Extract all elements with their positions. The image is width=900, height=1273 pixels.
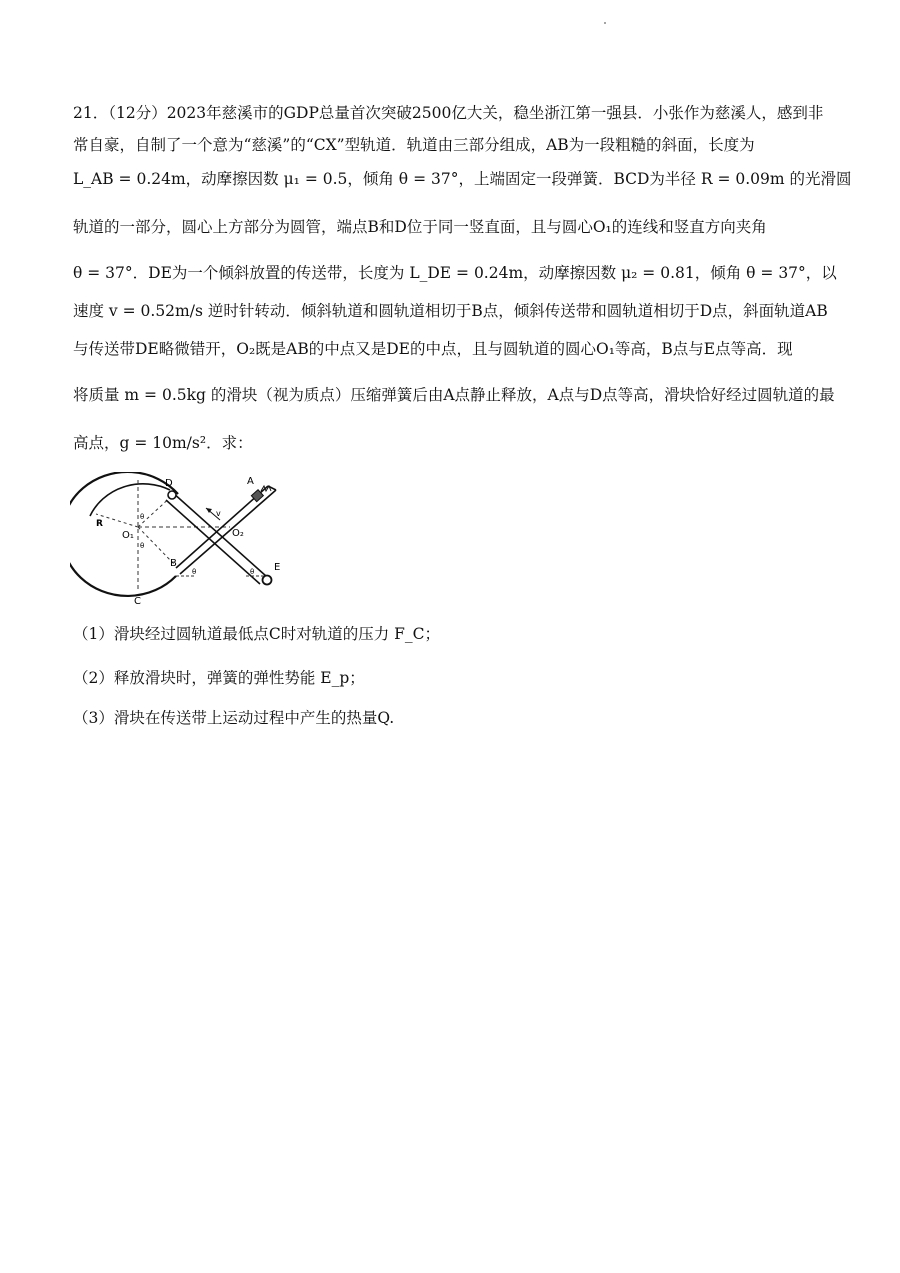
track-diagram [70, 472, 300, 608]
question-line-1: 21．（12分）2023年慈溪市的GDP总量首次突破2500亿大关，稳坐浙江第一强县．小张作为慈溪人，感到非 [73, 104, 824, 122]
question-line-2: 常自豪，自制了一个意为“慈溪”的“CX”型轨道．轨道由三部分组成，AB为一段粗糙的斜面，长度为 [73, 136, 755, 154]
inner-tube-arc [90, 484, 170, 516]
part-2: （2）释放滑块时，弹簧的弹性势能 E_p； [73, 669, 365, 687]
label-b: B [170, 558, 177, 569]
belt-lower-edge [166, 500, 260, 584]
incline-upper-edge [180, 490, 276, 574]
label-theta-e: θ [250, 568, 255, 576]
label-a: A [247, 476, 254, 487]
question-line-5: θ = 37°．DE为一个倾斜放置的传送带，长度为 L_DE = 0.24m，动摩擦因数 μ₂ = 0.81，倾角 θ = 37°，以 [73, 264, 837, 282]
page-dot [604, 22, 606, 24]
label-d: D [165, 478, 173, 489]
label-v: v [216, 509, 221, 518]
question-line-8: 将质量 m = 0.5kg 的滑块（视为质点）压缩弹簧后由A点静止释放，A点与D点等高，滑块恰好经过圆轨道的最 [73, 386, 835, 404]
label-o1: O₁ [122, 530, 134, 541]
belt-roller-e [263, 576, 272, 585]
belt-upper-edge [172, 492, 266, 576]
part-1: （1）滑块经过圆轨道最低点C时对轨道的压力 F_C； [73, 625, 441, 643]
question-line-4: 轨道的一部分，圆心上方部分为圆管，端点B和D位于同一竖直面，且与圆心O₁的连线和竖直方向夹角 [73, 218, 767, 236]
part-3: （3）滑块在传送带上运动过程中产生的热量Q. [73, 709, 395, 727]
label-theta-top: θ [140, 513, 145, 521]
o1-d-dashed-line [138, 494, 174, 527]
label-r: R [96, 519, 103, 529]
question-line-7: 与传送带DE略微错开，O₂既是AB的中点又是DE的中点，且与圆轨道的圆心O₁等高，B点与E点等高．现 [73, 340, 793, 358]
question-line-9: 高点，g = 10m/s²．求： [73, 434, 253, 452]
question-line-3: L_AB = 0.24m，动摩擦因数 μ₁ = 0.5，倾角 θ = 37°，上端固定一段弹簧．BCD为半径 R = 0.09m 的光滑圆 [73, 170, 852, 188]
label-theta-bottom: θ [140, 542, 145, 550]
label-e: E [274, 562, 281, 573]
label-o2: O₂ [232, 528, 244, 539]
belt-roller-d [168, 491, 176, 499]
label-theta-b: θ [192, 568, 197, 576]
question-line-6: 速度 v = 0.52m/s 逆时针转动．倾斜轨道和圆轨道相切于B点，倾斜传送带和圆轨道相切于D点，斜面轨道AB [73, 302, 828, 320]
label-c: C [134, 596, 141, 607]
